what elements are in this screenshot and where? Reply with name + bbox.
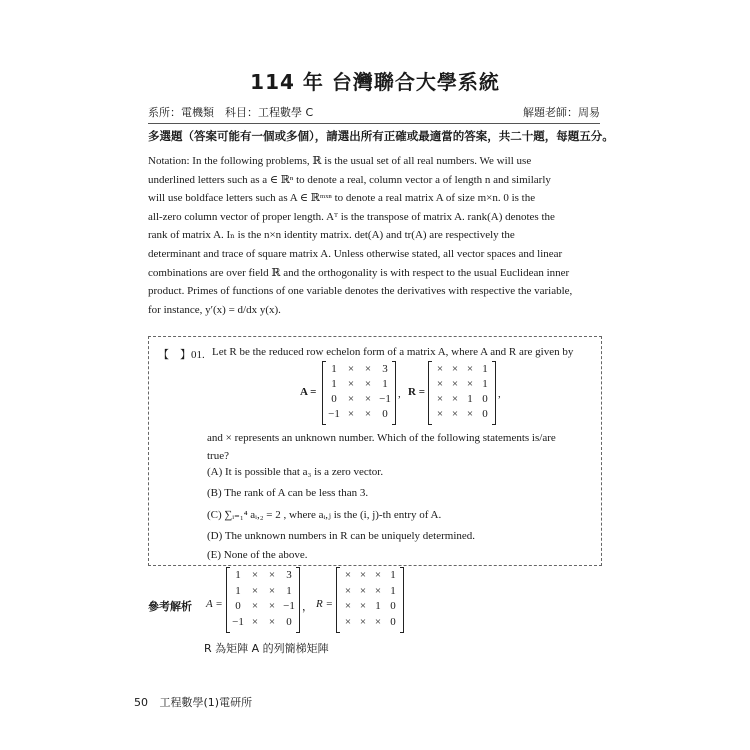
- notation-line: rank of matrix A. Iₙ is the n×n identity matrix. det(A) and tr(A) are respectively the: [148, 229, 515, 242]
- notation-line: combinations are over field ℝ and the orthogonality is with respect to the usual Euclidean inner: [148, 266, 570, 279]
- matrix-cell: 0: [482, 393, 488, 405]
- page-footer: [134, 694, 252, 710]
- matrix-cell: ×: [451, 378, 459, 390]
- matrix-cell: ×: [466, 363, 474, 375]
- matrix-cell: 0: [382, 408, 388, 420]
- matrix-cell: 3: [382, 363, 388, 375]
- matrix-cell: 1: [390, 569, 396, 581]
- option-d: (D) The unknown numbers in R can be uniquely determined.: [207, 530, 476, 542]
- exam-meta: [148, 104, 600, 124]
- option-b: (B) The rank of A can be less than 3.: [207, 487, 369, 499]
- solution-matrix-a-label: A =: [206, 598, 223, 610]
- solution-matrix-r: [336, 568, 404, 632]
- matrix-cell: ×: [364, 393, 372, 405]
- question-continuation: and × represents an unknown number. Which of the following statements is/are: [207, 432, 556, 444]
- matrix-cell: 1: [235, 569, 241, 581]
- solution-matrix-a: [226, 568, 300, 632]
- solution-matrix-r-label: R =: [316, 598, 333, 610]
- page-number: 50: [134, 696, 148, 709]
- matrix-cell: ×: [451, 363, 459, 375]
- question-number: 【 】01.: [158, 349, 205, 361]
- matrix-cell: ×: [451, 393, 459, 405]
- matrix-cell: 1: [286, 584, 292, 597]
- matrix-cell: 0: [390, 600, 396, 612]
- notation-line: determinant and trace of square matrix A. Unless otherwise stated, all vector spaces and linear: [148, 247, 563, 260]
- option-e: (E) None of the above.: [207, 549, 308, 561]
- matrix-a-label: A =: [300, 386, 317, 398]
- solution-conclusion: R 為矩陣 A 的列簡梯矩陣: [204, 642, 329, 655]
- notation-paragraph: [148, 152, 600, 319]
- matrix-cell: 1: [390, 584, 396, 597]
- matrix-cell: ×: [466, 408, 474, 420]
- question-stem: Let R be the reduced row echelon form of a matrix A, where A and R are given by: [212, 346, 574, 358]
- matrix-cell: 1: [482, 363, 488, 375]
- matrix-cell: ×: [436, 393, 444, 405]
- teacher-info: 解題老師：周易: [523, 106, 600, 119]
- notation-line: Notation: In the following problems, ℝ is the usual set of all real numbers. We will use: [148, 155, 532, 167]
- notation-line: for instance, y′(x) = d/dx y(x).: [148, 303, 281, 316]
- matrix-cell: ×: [344, 600, 352, 612]
- matrix-cell: ×: [268, 600, 276, 612]
- matrix-cell: 1: [235, 584, 241, 597]
- matrix-cell: 0: [331, 393, 337, 405]
- matrix-cell: ×: [374, 569, 382, 581]
- matrix-cell: ×: [344, 569, 352, 581]
- separator: ，: [302, 600, 313, 613]
- matrix-cell: ×: [364, 408, 372, 420]
- matrix-cell: ×: [268, 569, 276, 581]
- matrix-cell: 0: [286, 615, 292, 628]
- matrix-cell: −1: [283, 600, 295, 612]
- matrix-cell: ×: [364, 378, 372, 390]
- matrix-cell: 1: [331, 363, 337, 375]
- matrix-cell: ×: [268, 584, 276, 597]
- matrix-cell: 1: [331, 378, 337, 390]
- notation-line: product. Primes of functions of one variable denotes the derivatives with respective the variable,: [148, 285, 573, 298]
- matrix-cell: ×: [374, 584, 382, 597]
- matrix-cell: ×: [436, 378, 444, 390]
- matrix-cell: 1: [375, 600, 381, 612]
- notation-line: will use boldface letters such as A ∈ ℝᵐˣⁿ to denote a real matrix A of size m×n. 0 is the: [148, 192, 536, 205]
- comma: ,: [398, 388, 401, 400]
- matrix-cell: ×: [344, 615, 352, 628]
- solution-label: 參考解析: [148, 600, 192, 613]
- notation-line: underlined letters such as a ∈ ℝⁿ to denote a real, column vector a of length n and similarly: [148, 173, 551, 186]
- subject-info: 系所：電機類 科目：工程數學 C: [148, 106, 314, 119]
- matrix-cell: −1: [379, 393, 391, 405]
- question-continuation: true?: [207, 450, 229, 462]
- matrix-cell: ×: [374, 615, 382, 628]
- matrix-cell: 1: [382, 378, 388, 390]
- matrix-cell: 3: [286, 569, 292, 581]
- matrix-cell: ×: [359, 615, 367, 628]
- matrix-cell: ×: [251, 569, 259, 581]
- matrix-cell: ×: [251, 600, 259, 612]
- matrix-cell: 1: [467, 393, 473, 405]
- matrix-cell: ×: [347, 408, 355, 420]
- matrix-cell: ×: [347, 393, 355, 405]
- matrix-cell: ×: [451, 408, 459, 420]
- page-title: 114 年 台灣聯合大學系統: [250, 70, 500, 94]
- matrix-cell: 0: [390, 615, 396, 628]
- book-title: 工程數學(1)電研所: [159, 696, 253, 709]
- matrix-cell: ×: [466, 378, 474, 390]
- matrix-cell: 1: [482, 378, 488, 390]
- matrix-cell: −1: [328, 408, 340, 420]
- option-c: (C) ∑ᵢ₌₁⁴ aᵢ,₂ = 2 , where aᵢ,ⱼ is the (i, j)-th entry of A.: [207, 509, 442, 521]
- matrix-cell: ×: [364, 363, 372, 375]
- matrix-cell: ×: [251, 584, 259, 597]
- matrix-cell: ×: [436, 408, 444, 420]
- comma: ,: [498, 388, 501, 400]
- matrix-cell: 0: [482, 408, 488, 420]
- matrix-cell: ×: [347, 363, 355, 375]
- matrix-cell: −1: [232, 615, 244, 628]
- matrix-cell: ×: [359, 600, 367, 612]
- matrix-cell: ×: [359, 569, 367, 581]
- matrix-cell: ×: [436, 363, 444, 375]
- matrix-r-label: R =: [408, 386, 425, 398]
- notation-line: all-zero column vector of proper length. Aᵀ is the transpose of matrix A. rank(A) denotes the: [148, 210, 555, 223]
- matrix-cell: ×: [347, 378, 355, 390]
- matrix-cell: ×: [268, 615, 276, 628]
- option-a: (A) It is possible that a₃ is a zero vector.: [207, 466, 384, 478]
- matrix-a: [322, 362, 396, 424]
- matrix-cell: ×: [344, 584, 352, 597]
- instruction: 多選題（答案可能有一個或多個），請選出所有正確或最適當的答案，共二十題，每題五分。: [148, 129, 614, 143]
- matrix-cell: ×: [359, 584, 367, 597]
- matrix-r: [428, 362, 496, 424]
- matrix-cell: 0: [235, 600, 241, 612]
- matrix-cell: ×: [251, 615, 259, 628]
